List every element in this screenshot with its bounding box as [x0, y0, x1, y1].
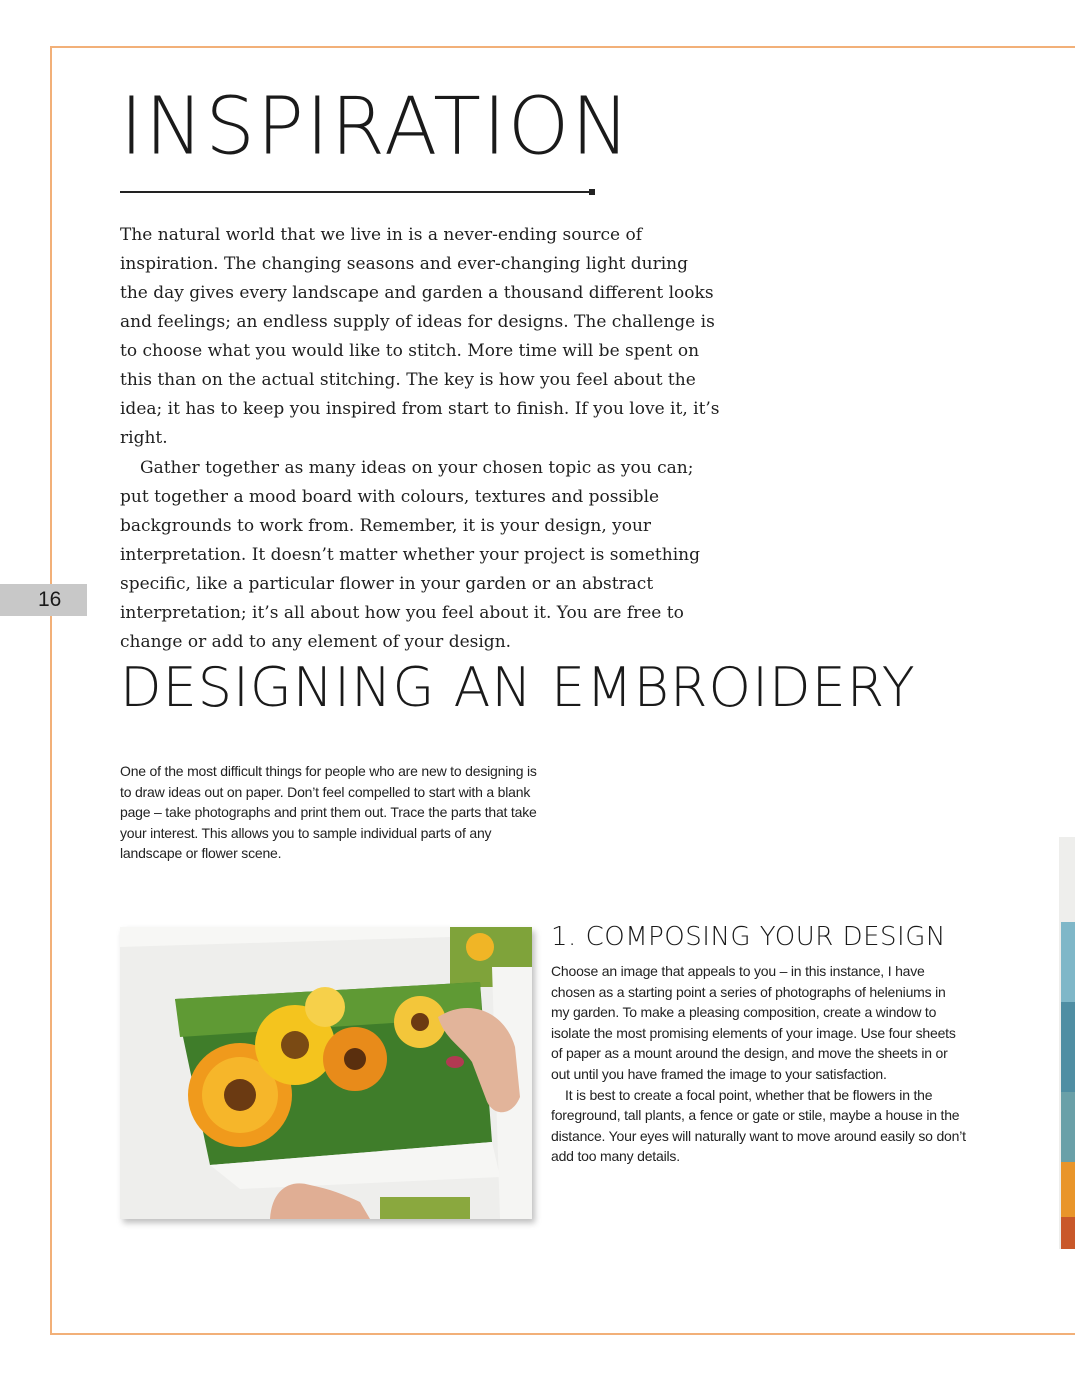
designing-intro-text: One of the most difficult things for people who are new to designing is to draw ideas out on paper. Don’t feel compelled to start with a blank page – take photographs and print them out. Trace the parts that take your interest. This allows you to sample individual parts of any landscape or flower scene.	[120, 763, 537, 862]
step1-heading: 1. COMPOSING YOUR DESIGN	[551, 922, 946, 952]
helenium-photo-illustration	[120, 927, 532, 1219]
page-border-bottom	[50, 1333, 1075, 1335]
inspiration-heading: INSPIRATION	[120, 81, 632, 173]
step1-paragraph-2: It is best to create a focal point, whether that be flowers in the foreground, tall plants, a fence or gate or stile, maybe a house in the distance. Your eyes will naturally want to move around easily so don’t add too many details.	[551, 1086, 966, 1165]
designing-heading: DESIGNING AN EMBROIDERY	[120, 656, 916, 719]
facing-page-photo-illustration	[1059, 837, 1075, 1249]
inspiration-body	[120, 221, 720, 657]
inspiration-paragraph-2: Gather together as many ideas on your chosen topic as you can; put together a mood board with colours, textures and possible backgrounds to work from. Remember, it is your design, your interpretation. It doesn’t matter whether your project is something specific, like a particular flower in your garden or an abstract interpretation; it’s all about how you feel about it. You are free to change or add to any element of your design.	[120, 458, 700, 652]
designing-intro	[120, 761, 540, 864]
page-border-top	[50, 46, 1075, 48]
step1-paragraph-1: Choose an image that appeals to you – in this instance, I have chosen as a starting point a series of photographs of heleniums in my garden. To make a pleasing composition, create a window to isolate the most promising elements of your image. Use four sheets of paper as a mount around the design, and move the sheets in or out until you have framed the image to your satisfaction.	[551, 963, 956, 1082]
heading-rule	[120, 191, 590, 193]
page-border-left	[50, 46, 52, 1335]
page-number: 16	[38, 588, 62, 611]
helenium-photo	[120, 927, 532, 1219]
facing-page-photo-edge	[1059, 837, 1075, 1249]
inspiration-paragraph-1: The natural world that we live in is a never-ending source of inspiration. The changing seasons and ever-changing light during the day gives every landscape and garden a thousand different looks and feelings; an endless supply of ideas for designs. The challenge is to choose what you would like to stitch. More time will be spent on this than on the actual stitching. The key is how you feel about the idea; it has to keep you inspired from start to finish. If you love it, it’s right.	[120, 225, 720, 448]
step1-body	[551, 961, 966, 1167]
heading-rule-end	[589, 189, 595, 195]
